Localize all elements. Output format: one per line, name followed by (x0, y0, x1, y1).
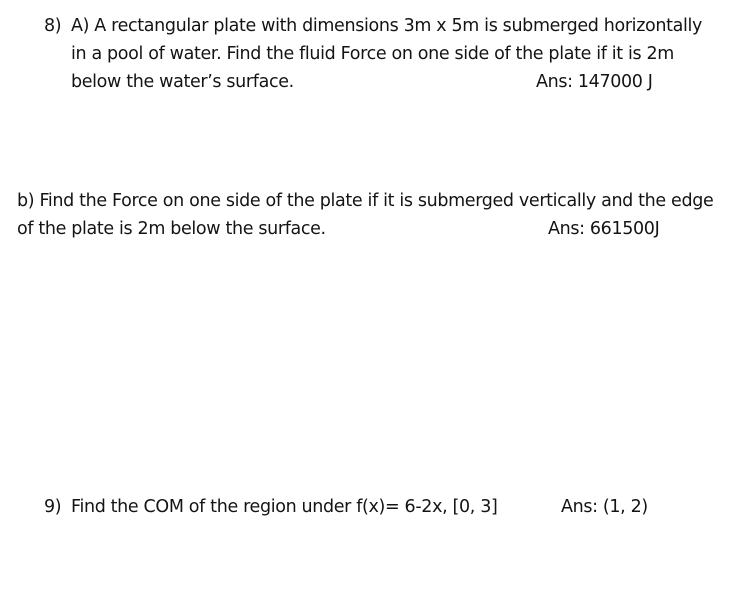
problem-8a-text-line-3: below the water’s surface. (71, 72, 294, 92)
problem-9-number: 9) (44, 497, 62, 517)
problem-8a-text-line-2: in a pool of water. Find the fluid Force on one side of the plate if it is 2m (71, 44, 674, 64)
problem-8b-text-line-1: b) Find the Force on one side of the plate if it is submerged vertically and the edge (17, 191, 714, 211)
problem-9-text: Find the COM of the region under f(x)= 6-2x, [0, 3] (71, 497, 498, 517)
problem-8-number: 8) (44, 16, 62, 36)
problem-8a-text-line-1: A) A rectangular plate with dimensions 3m x 5m is submerged horizontally (71, 16, 703, 36)
problem-9-answer: Ans: (1, 2) (561, 497, 648, 517)
problem-8a-answer: Ans: 147000 J (536, 72, 653, 92)
problem-8b-text-line-2: of the plate is 2m below the surface. (17, 219, 326, 239)
problem-8b-answer: Ans: 661500J (548, 219, 660, 239)
